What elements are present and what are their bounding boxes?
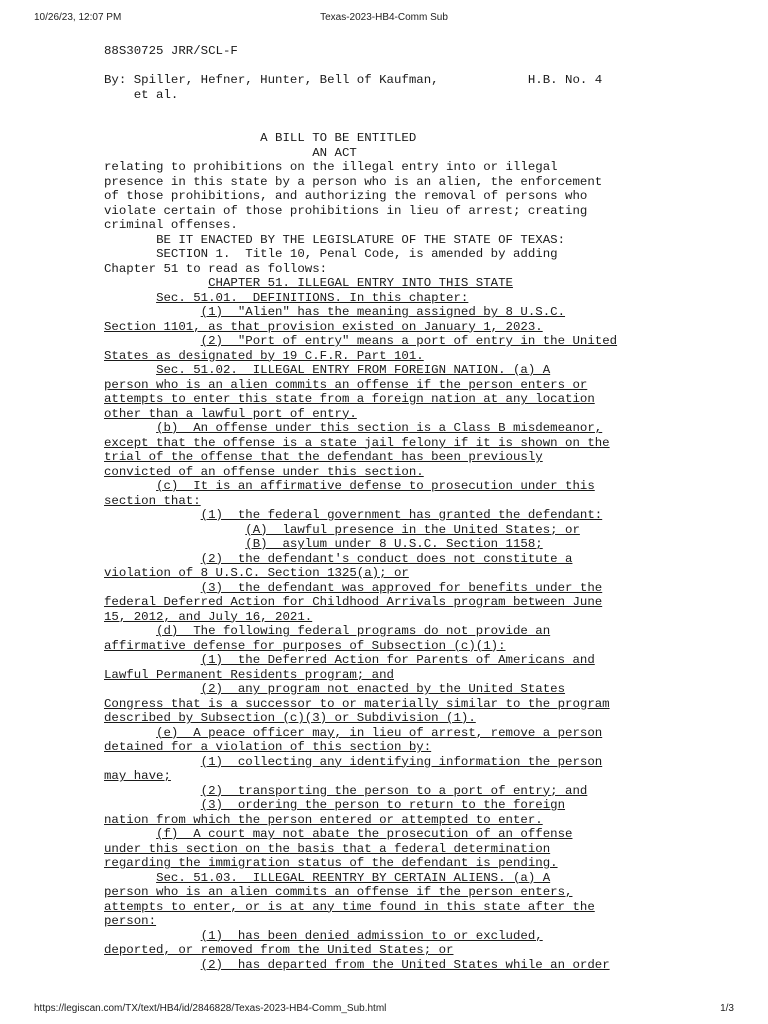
document-line bbox=[104, 189, 644, 204]
document-line bbox=[104, 755, 644, 770]
document-line bbox=[104, 117, 644, 132]
document-line-text: nation from which the person entered or attempted to enter. bbox=[104, 812, 543, 827]
document-line-text: Lawful Permanent Residents program; and bbox=[104, 667, 394, 682]
document-line-text: affirmative defense for purposes of Subsection (c)(1): bbox=[104, 638, 506, 653]
document-line bbox=[104, 624, 644, 639]
document-line-text: Sec. 51.02. ILLEGAL ENTRY FROM FOREIGN NATION. (a) A bbox=[156, 363, 551, 377]
document-line-text: (f) A court may not abate the prosecution of an offense bbox=[156, 827, 573, 841]
document-line-text: (e) A peace officer may, in lieu of arrest, remove a person bbox=[156, 725, 603, 740]
document-line-text: under this section on the basis that a federal determination bbox=[104, 841, 551, 856]
document-line-text: (3) ordering the person to return to the foreign bbox=[200, 798, 566, 812]
document-line bbox=[104, 581, 644, 596]
document-line-text: (1) has been denied admission to or excluded, bbox=[200, 928, 543, 943]
document-line bbox=[104, 653, 644, 668]
document-line bbox=[104, 813, 644, 828]
document-line-text: (c) It is an affirmative defense to prosecution under this bbox=[156, 479, 595, 493]
document-line bbox=[104, 784, 644, 799]
document-line bbox=[104, 508, 644, 523]
document-line bbox=[104, 450, 644, 465]
document-line bbox=[104, 160, 644, 175]
document-line-text: convicted of an offense under this section. bbox=[104, 464, 424, 479]
document-line bbox=[104, 175, 644, 190]
document-line bbox=[104, 885, 644, 900]
document-line bbox=[104, 639, 644, 654]
document-line-text: (2) has departed from the United States while an order bbox=[200, 957, 610, 972]
document-line-text: Congress that is a successor to or materially similar to the program bbox=[104, 696, 610, 711]
print-header bbox=[0, 0, 768, 30]
document-line-text: except that the offense is a state jail felony if it is shown on the bbox=[104, 435, 610, 450]
document-line bbox=[104, 320, 644, 335]
document-line bbox=[104, 523, 644, 538]
document-line-text: States as designated by 19 C.F.R. Part 101. bbox=[104, 348, 424, 363]
page-number: 1/3 bbox=[720, 1003, 734, 1014]
document-line-text: (2) the defendant's conduct does not constitute a bbox=[200, 551, 573, 566]
document-line bbox=[104, 726, 644, 741]
document-line-text: (2) transporting the person to a port of entry; and bbox=[200, 783, 588, 798]
print-url[interactable]: https://legiscan.com/TX/text/HB4/id/2846828/Texas-2023-HB4-Comm_Sub.html bbox=[34, 1003, 387, 1014]
document-line-text: presence in this state by a person who is an alien, the enforcement bbox=[104, 174, 603, 189]
document-line-text: (1) collecting any identifying information the person bbox=[200, 754, 603, 769]
document-line-text: CHAPTER 51. ILLEGAL ENTRY INTO THIS STATE bbox=[208, 276, 513, 290]
document-line-text: (3) the defendant was approved for benefits under the bbox=[200, 580, 603, 595]
document-line bbox=[104, 247, 644, 262]
document-line-text: person: bbox=[104, 914, 157, 928]
document-line bbox=[104, 131, 644, 146]
document-line bbox=[104, 378, 644, 393]
document-line-text: attempts to enter this state from a foreign nation at any location bbox=[104, 392, 595, 406]
document-line-text: (b) An offense under this section is a Class B misdemeanor, bbox=[156, 421, 603, 435]
document-line bbox=[104, 59, 644, 74]
document-line-text: AN ACT bbox=[312, 145, 357, 160]
document-line-text: may have; bbox=[104, 769, 171, 783]
document-line bbox=[104, 465, 644, 480]
document-line bbox=[104, 610, 644, 625]
document-line-text: (d) The following federal programs do not provide an bbox=[156, 624, 551, 638]
document-line bbox=[104, 856, 644, 871]
document-line bbox=[104, 566, 644, 581]
document-line bbox=[104, 218, 644, 233]
document-line bbox=[104, 552, 644, 567]
document-line-text: violation of 8 U.S.C. Section 1325(a); or bbox=[104, 566, 409, 580]
document-line bbox=[104, 827, 644, 842]
document-line bbox=[104, 769, 644, 784]
document-line-text: person who is an alien commits an offense if the person enters, bbox=[104, 885, 573, 899]
document-line-text: federal Deferred Action for Childhood Arrivals program between June bbox=[104, 595, 603, 609]
document-line-text: 15, 2012, and July 16, 2021. bbox=[104, 609, 313, 624]
document-line bbox=[104, 436, 644, 451]
document-line bbox=[104, 73, 644, 88]
document-line bbox=[104, 349, 644, 364]
document-line bbox=[104, 334, 644, 349]
document-line-text: trial of the offense that the defendant has been previously bbox=[104, 450, 543, 464]
document-line-text: Sec. 51.03. ILLEGAL REENTRY BY CERTAIN ALIENS. (a) A bbox=[156, 870, 551, 885]
document-line-text: (A) lawful presence in the United States; or bbox=[245, 522, 580, 537]
document-line bbox=[104, 943, 644, 958]
document-line-text: other than a lawful port of entry. bbox=[104, 406, 357, 421]
document-line-text: Sec. 51.01. DEFINITIONS. In this chapter: bbox=[156, 290, 469, 305]
document-line bbox=[104, 900, 644, 915]
print-footer bbox=[0, 994, 768, 1024]
document-line-text: described by Subsection (c)(3) or Subdivision (1). bbox=[104, 711, 476, 725]
document-line-text: section that: bbox=[104, 493, 201, 508]
document-line bbox=[104, 711, 644, 726]
document-line bbox=[104, 204, 644, 219]
document-line bbox=[104, 291, 644, 306]
document-line-text: detained for a violation of this section by: bbox=[104, 740, 432, 754]
document-line bbox=[104, 479, 644, 494]
document-line bbox=[104, 842, 644, 857]
document-line-text: (2) any program not enacted by the United States bbox=[200, 682, 566, 696]
document-line-text: (1) the Deferred Action for Parents of Americans and bbox=[200, 653, 595, 667]
document-line-text: SECTION 1. Title 10, Penal Code, is amended by adding bbox=[156, 247, 558, 261]
document-line bbox=[104, 262, 644, 277]
document-line bbox=[104, 392, 644, 407]
document-line-text: Section 1101, as that provision existed on January 1, 2023. bbox=[104, 319, 543, 334]
document-line bbox=[104, 929, 644, 944]
document-line-text: et al. bbox=[133, 87, 179, 102]
document-line bbox=[104, 407, 644, 422]
document-line bbox=[104, 537, 644, 552]
document-line bbox=[104, 421, 644, 436]
document-line-text: of those prohibitions, and authorizing the removal of persons who bbox=[104, 189, 588, 203]
print-title: Texas-2023-HB4-Comm Sub bbox=[320, 12, 448, 23]
document-line-text: (2) "Port of entry" means a port of entry in the United bbox=[200, 334, 618, 348]
document-line-text: (B) asylum under 8 U.S.C. Section 1158; bbox=[245, 537, 543, 551]
document-line bbox=[104, 494, 644, 509]
document-line bbox=[104, 740, 644, 755]
document-line-text: 88S30725 JRR/SCL-F bbox=[104, 44, 238, 58]
document-line-text: violate certain of those prohibitions in lieu of arrest; creating bbox=[104, 203, 588, 218]
document-line bbox=[104, 958, 644, 973]
document-line bbox=[104, 871, 644, 886]
document-line bbox=[104, 682, 644, 697]
document-line-text: BE IT ENACTED BY THE LEGISLATURE OF THE STATE OF TEXAS: bbox=[156, 232, 566, 247]
document-line bbox=[104, 697, 644, 712]
document-line bbox=[104, 233, 644, 248]
document-line-text: A BILL TO BE ENTITLED bbox=[260, 131, 417, 145]
document-line-text: criminal offenses. bbox=[104, 218, 238, 232]
document-line-text: (1) the federal government has granted the defendant: bbox=[200, 508, 603, 522]
document-line bbox=[104, 305, 644, 320]
document-line-text: (1) "Alien" has the meaning assigned by 8 U.S.C. bbox=[200, 305, 566, 319]
document-line bbox=[104, 914, 644, 929]
document-line-text: By: Spiller, Hefner, Hunter, Bell of Kaufman, H.B. No. 4 bbox=[104, 73, 603, 87]
document-line-text: regarding the immigration status of the defendant is pending. bbox=[104, 856, 558, 870]
document-line-text: deported, or removed from the United States; or bbox=[104, 943, 454, 957]
document-line bbox=[104, 595, 644, 610]
bill-document bbox=[104, 44, 644, 972]
print-datetime: 10/26/23, 12:07 PM bbox=[34, 12, 122, 23]
document-line bbox=[104, 102, 644, 117]
document-line-text: relating to prohibitions on the illegal entry into or illegal bbox=[104, 160, 558, 174]
document-line bbox=[104, 44, 644, 59]
document-line-text: Chapter 51 to read as follows: bbox=[104, 261, 328, 276]
document-line bbox=[104, 668, 644, 683]
document-line bbox=[104, 276, 644, 291]
document-line-text: person who is an alien commits an offense if the person enters or bbox=[104, 377, 588, 392]
document-line bbox=[104, 88, 644, 103]
document-line bbox=[104, 798, 644, 813]
document-line bbox=[104, 146, 644, 161]
document-line-text: attempts to enter, or is at any time found in this state after the bbox=[104, 899, 595, 914]
document-line bbox=[104, 363, 644, 378]
